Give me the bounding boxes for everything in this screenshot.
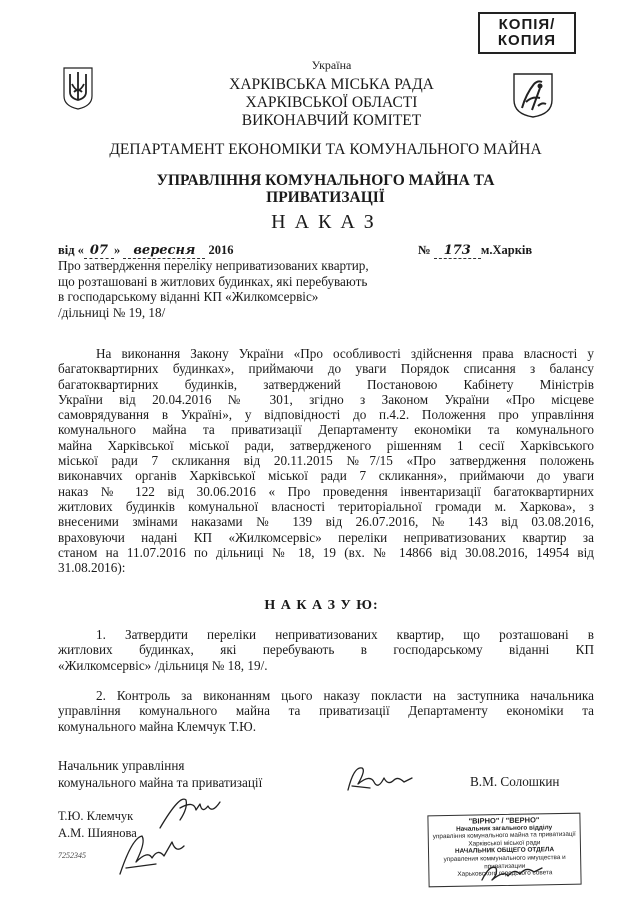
approver-name: Т.Ю. Клемчук xyxy=(58,809,134,823)
document-type: Н А К А З xyxy=(271,211,376,233)
certified-stamp-line3: управління комунального майна та приватизації xyxy=(432,830,576,841)
date-month: вересня xyxy=(123,243,205,259)
number-prefix: № xyxy=(418,243,431,257)
header-country: Україна xyxy=(311,58,352,72)
preamble-line: майна Харківської міської ради, затвердженого рішенням 1 сесії Харківського xyxy=(58,437,594,453)
item2-line: управління комунального майна та приватизації Департаменту економіки та xyxy=(58,703,594,719)
preamble-line: враховуючи надані КП «Жилкомсервіс» переліки неприватизованих квартир за xyxy=(58,529,594,545)
header-division-line1: УПРАВЛІННЯ КОМУНАЛЬНОГО МАЙНА ТА xyxy=(156,172,495,189)
subject-line: /дільниці № 19, 18/ xyxy=(58,304,166,320)
certified-stamp-line7: Харьковского городского совета xyxy=(457,869,553,878)
certified-stamp-line6: управления коммунального имущества и приватизации xyxy=(443,853,566,870)
certified-stamp-line4: Харківської міської ради xyxy=(468,839,541,848)
document-code: 7252345 xyxy=(58,851,86,860)
preamble-line: багатоквартирних будинків, затверджений Постановою Кабінету Міністрів xyxy=(58,376,594,392)
date-year: 2016 xyxy=(208,243,234,257)
orders-heading: Н А К А З У Ю: xyxy=(264,598,379,613)
order-number xyxy=(418,243,532,258)
preamble-line: житлових будинків комунальної власності територіальної громади м. Харкова», з xyxy=(58,498,594,514)
copy-stamp-line1: КОПІЯ/ xyxy=(498,16,556,33)
approver-name: А.М. Шиянова xyxy=(58,826,137,840)
preamble-line: внесеними змінами наказами № 139 від 26.07.2016, № 143 від 03.08.2016, xyxy=(58,514,594,530)
header-council: ХАРКІВСЬКА МІСЬКА РАДА xyxy=(229,76,434,93)
date-mid: » xyxy=(114,243,121,257)
preamble-line: 31.08.2016): xyxy=(58,560,126,576)
header-division-line2: ПРИВАТИЗАЦІЇ xyxy=(266,189,385,206)
subject-line: в господарському віданні КП «Жилкомсервіс» xyxy=(58,289,319,304)
item1-line: 1. Затвердити переліки неприватизованих квартир, що розташовані в xyxy=(96,627,594,642)
preamble-line: наказ № 122 від 30.06.2016 « Про проведення інвентаризації багатоквартирних xyxy=(58,483,594,499)
order-subject xyxy=(58,258,369,320)
item1-line: «Жилкомсервіс» /дільниця № 18, 19/. xyxy=(58,657,268,673)
certified-stamp-line2: Начальник загального відділу xyxy=(456,823,553,833)
order-city: м.Харків xyxy=(480,243,533,257)
copy-stamp xyxy=(478,12,576,54)
number-value: 173 xyxy=(434,243,481,259)
stamp-signature-icon xyxy=(478,860,548,886)
header-committee: ВИКОНАВЧИЙ КОМІТЕТ xyxy=(241,112,422,129)
certified-stamp-line1: "ВІРНО" / "ВЕРНО" xyxy=(468,815,540,826)
signatory-title xyxy=(58,757,262,791)
preamble-line: України від 20.04.2016 № 301, згідно з Законом України «Про місцеве xyxy=(58,391,594,407)
preamble xyxy=(58,346,594,575)
preamble-line: багатоквартирних будинках», приймаючи до уваги Порядок списання з балансу xyxy=(58,361,594,377)
approval-signature-2-icon xyxy=(112,828,192,880)
order-item-1 xyxy=(58,627,594,673)
signatory-name: В.М. Солошкин xyxy=(470,774,560,789)
certified-stamp-line5: НАЧАЛЬНИК ОБЩЕГО ОТДЕЛА xyxy=(454,846,555,856)
copy-stamp-line2: КОПИЯ xyxy=(497,32,557,49)
preamble-line: комунального майна та приватизації Департаменту економіки та комунального xyxy=(58,422,594,438)
item2-line: 2. Контроль за виконанням цього наказу покласти на заступника начальника xyxy=(96,688,594,703)
item2-line: комунального майна Клемчук Т.Ю. xyxy=(58,718,257,734)
preamble-line: На виконання Закону України «Про особливості здійснення права власності у xyxy=(96,346,594,361)
header-region: ХАРКІВСЬКОЇ ОБЛАСТІ xyxy=(245,94,418,111)
signatory-title-line2: комунального майна та приватизації xyxy=(58,775,263,790)
date-prefix: від « xyxy=(58,243,84,257)
item1-line: житлових будинках, які перебувають в господарському віданні КП xyxy=(58,642,594,658)
preamble-line: станом на 11.07.2016 по дільниці № 18, 19 (вх. № 14866 від 30.08.2016, 14954 від xyxy=(58,544,594,560)
subject-line: що розташовані в житлових будинках, які перебувають xyxy=(58,273,368,289)
preamble-line: виконавчих органів Харківської міської ради 7 скликання», приймаючи до уваги xyxy=(58,468,594,484)
order-item-2 xyxy=(58,688,594,734)
date-day: 07 xyxy=(84,243,114,259)
order-date xyxy=(58,243,233,258)
preamble-line: міської ради 7 скликання від 20.11.2015 №7/15 «Про затвердження положень xyxy=(58,453,594,469)
head-signature-icon xyxy=(340,760,420,800)
signatory-title-line1: Начальник управління xyxy=(58,758,185,773)
subject-line: Про затвердження переліку неприватизованих квартир, xyxy=(58,258,369,273)
preamble-line: самоврядування в Україні», у відповідності до п.4.2. Положення про управління xyxy=(58,407,594,423)
header-department: ДЕПАРТАМЕНТ ЕКОНОМІКИ ТА КОМУНАЛЬНОГО МАЙНА xyxy=(109,141,542,158)
